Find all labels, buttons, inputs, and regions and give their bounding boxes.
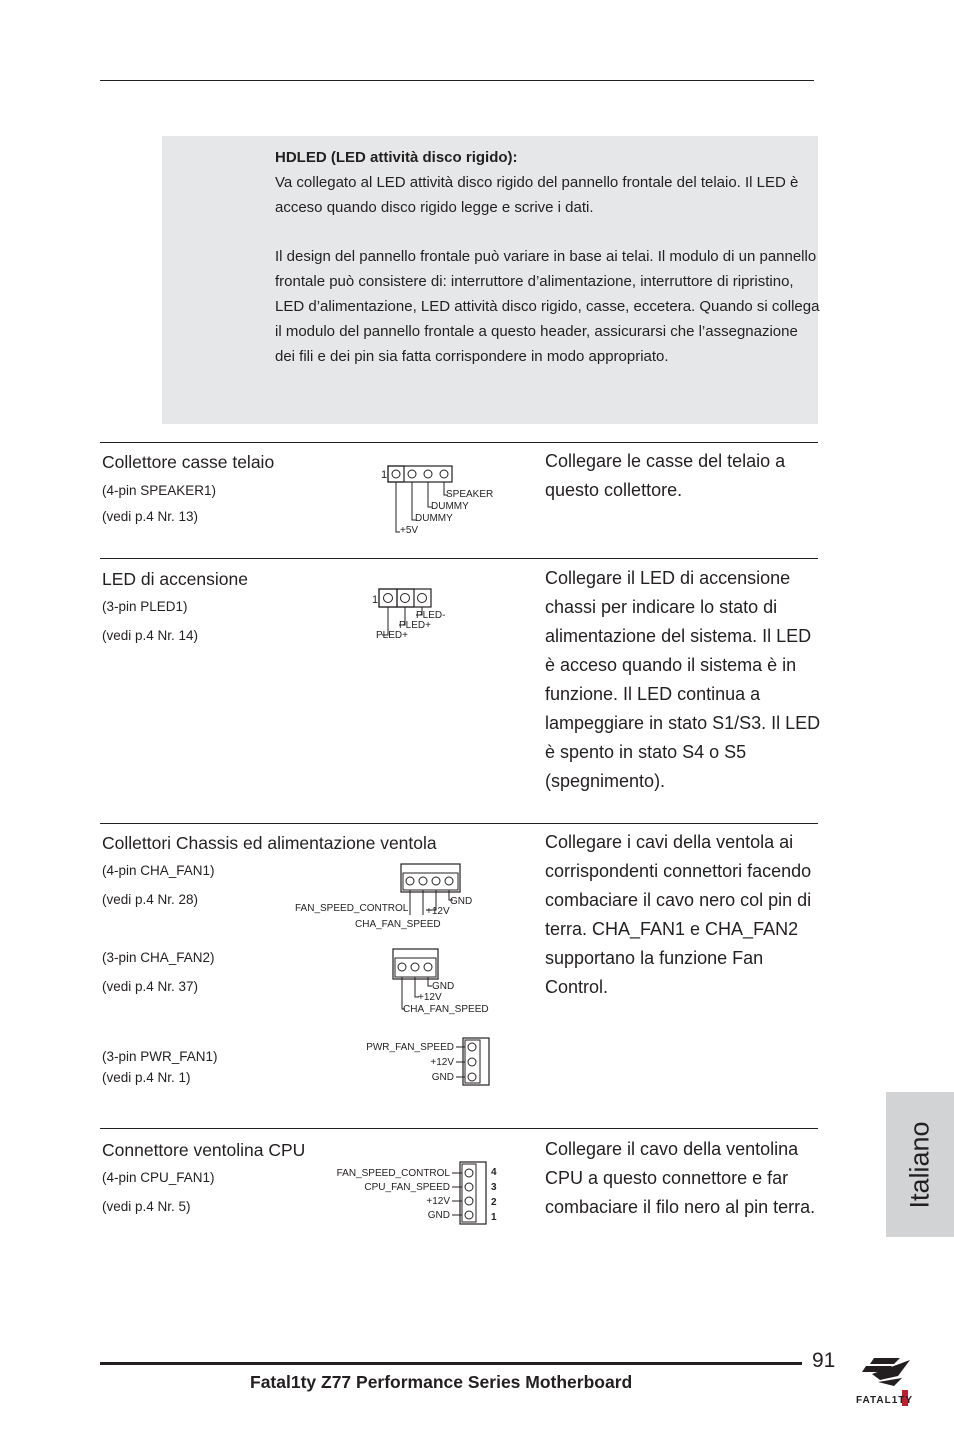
speaker-label-dummy-2: DUMMY: [415, 513, 453, 524]
pwr-fan1-label-12v: +12V: [430, 1057, 454, 1068]
cpu-fan-label-gnd: GND: [427, 1210, 450, 1221]
cpu-fan-header-diagram: [330, 1160, 505, 1226]
cpu-fan-label-speed-control: FAN_SPEED_CONTROL: [336, 1168, 450, 1179]
footer-title: Fatal1ty Z77 Performance Series Motherboard: [250, 1372, 633, 1392]
speaker-title: Collettore casse telaio: [102, 452, 275, 472]
pwr-fan1-pin-spec: (3-pin PWR_FAN1): [102, 1049, 218, 1064]
speaker-pin1-label: 1: [381, 469, 388, 481]
note-paragraph-1: Va collegato al LED attività disco rigido del pannello frontale del telaio. Il LED è acceso quando disco rigido legge e scrive i dati.: [275, 174, 799, 216]
cpu-fan-description: Collegare il cavo della ventolina CPU a questo connettore e far combaciare il filo nero al pin terra.: [545, 1139, 816, 1217]
cpu-fan-label-12v: +12V: [426, 1196, 450, 1207]
section-divider: [100, 1128, 818, 1129]
speaker-description: Collegare le casse del telaio a questo collettore.: [545, 451, 786, 500]
cha-fan1-label-speed: CHA_FAN_SPEED: [355, 919, 441, 930]
pled-label-minus: PLED-: [416, 610, 446, 621]
cha-fan2-label-12v: +12V: [418, 992, 442, 1003]
cha-fan1-page-ref: (vedi p.4 Nr. 28): [102, 892, 199, 907]
cha-fan2-header-diagram: [390, 946, 500, 1018]
note-paragraph-2: Il design del pannello frontale può variare in base ai telai. Il modulo di un pannello frontale può consistere di: interruttore d’alimentazione, interruttore di ripristino, LED d’alimentazione, LED attività disco rigido, casse, eccetera. Quando si collega il modulo del pannello frontale a questo header, assicurarsi che l’assegnazione dei fili e dei pin sia fatta corrispondere in modo appropriato.: [275, 248, 820, 365]
cha-fan1-label-12v: +12V: [426, 906, 450, 917]
note-title: HDLED (LED attività disco rigido):: [275, 149, 518, 166]
cpu-fan-pin-spec: (4-pin CPU_FAN1): [102, 1170, 215, 1185]
speaker-page-ref: (vedi p.4 Nr. 13): [102, 509, 199, 524]
pled-pin1-label: 1: [372, 594, 379, 606]
language-side-tab-label: Italiano: [904, 1120, 935, 1209]
cpu-fan-pin-number-2: 2: [491, 1197, 497, 1208]
fan-description: Collegare i cavi della ventola ai corrispondenti connettori facendo combaciare il cavo nero col pin di terra. CHA_FAN1 e CHA_FAN2 supportano la funzione Fan Control.: [545, 832, 812, 997]
speaker-label-dummy-1: DUMMY: [431, 501, 469, 512]
pwr-fan1-page-ref: (vedi p.4 Nr. 1): [102, 1070, 191, 1085]
cha-fan2-page-ref: (vedi p.4 Nr. 37): [102, 979, 199, 994]
cha-fan1-label-speed-control: FAN_SPEED_CONTROL: [295, 903, 409, 914]
section-divider: [100, 823, 818, 824]
cha-fan2-label-speed: CHA_FAN_SPEED: [403, 1004, 489, 1015]
pwr-fan1-label-speed: PWR_FAN_SPEED: [366, 1042, 454, 1053]
cpu-fan-pin-number-1: 1: [491, 1212, 497, 1223]
top-rule: [100, 80, 814, 81]
footer-rule: [100, 1362, 802, 1365]
cpu-fan-title: Connettore ventolina CPU: [102, 1140, 306, 1160]
language-side-tab: [886, 1092, 954, 1237]
pled-header-diagram: [370, 585, 460, 643]
section-divider: [100, 442, 818, 443]
cha-fan2-pin-spec: (3-pin CHA_FAN2): [102, 950, 215, 965]
pled-description: Collegare il LED di accensione chassi per indicare lo stato di alimentazione del sistema. Il LED è acceso quando il sistema è in funzione. Il LED continua a lampeggiare in stato S1/S3. Il LED è spento in stato S4 o S5 (spegnimento).: [545, 568, 821, 791]
cha-fan1-label-gnd: GND: [450, 896, 473, 907]
pled-page-ref: (vedi p.4 Nr. 14): [102, 628, 199, 643]
pled-label-plus-2: PLED+: [376, 630, 408, 641]
speaker-header-diagram: [378, 460, 498, 536]
speaker-label-5v: +5V: [400, 525, 419, 536]
cpu-fan-page-ref: (vedi p.4 Nr. 5): [102, 1199, 191, 1214]
section-divider: [100, 558, 818, 559]
pled-pin-spec: (3-pin PLED1): [102, 599, 188, 614]
cpu-fan-pin-number-3: 3: [491, 1182, 497, 1193]
fatal1ty-logo: [852, 1354, 934, 1408]
pwr-fan1-header-diagram: [355, 1036, 495, 1090]
speaker-pin-spec: (4-pin SPEAKER1): [102, 483, 217, 498]
pwr-fan1-label-gnd: GND: [431, 1072, 454, 1083]
cpu-fan-label-speed: CPU_FAN_SPEED: [364, 1182, 450, 1193]
fatal1ty-logo-text: FATAL1TY: [856, 1395, 914, 1406]
speaker-label-speaker: SPEAKER: [446, 489, 494, 500]
pled-label-plus-1: PLED+: [399, 620, 431, 631]
cha-fan1-pin-spec: (4-pin CHA_FAN1): [102, 863, 215, 878]
pled-title: LED di accensione: [102, 569, 248, 589]
cpu-fan-pin-number-4: 4: [491, 1167, 497, 1178]
cha-fan2-label-gnd: GND: [432, 981, 455, 992]
fan-title: Collettori Chassis ed alimentazione ventola: [102, 833, 437, 853]
cha-fan1-header-diagram: [290, 860, 490, 934]
page-number: 91: [812, 1349, 836, 1372]
